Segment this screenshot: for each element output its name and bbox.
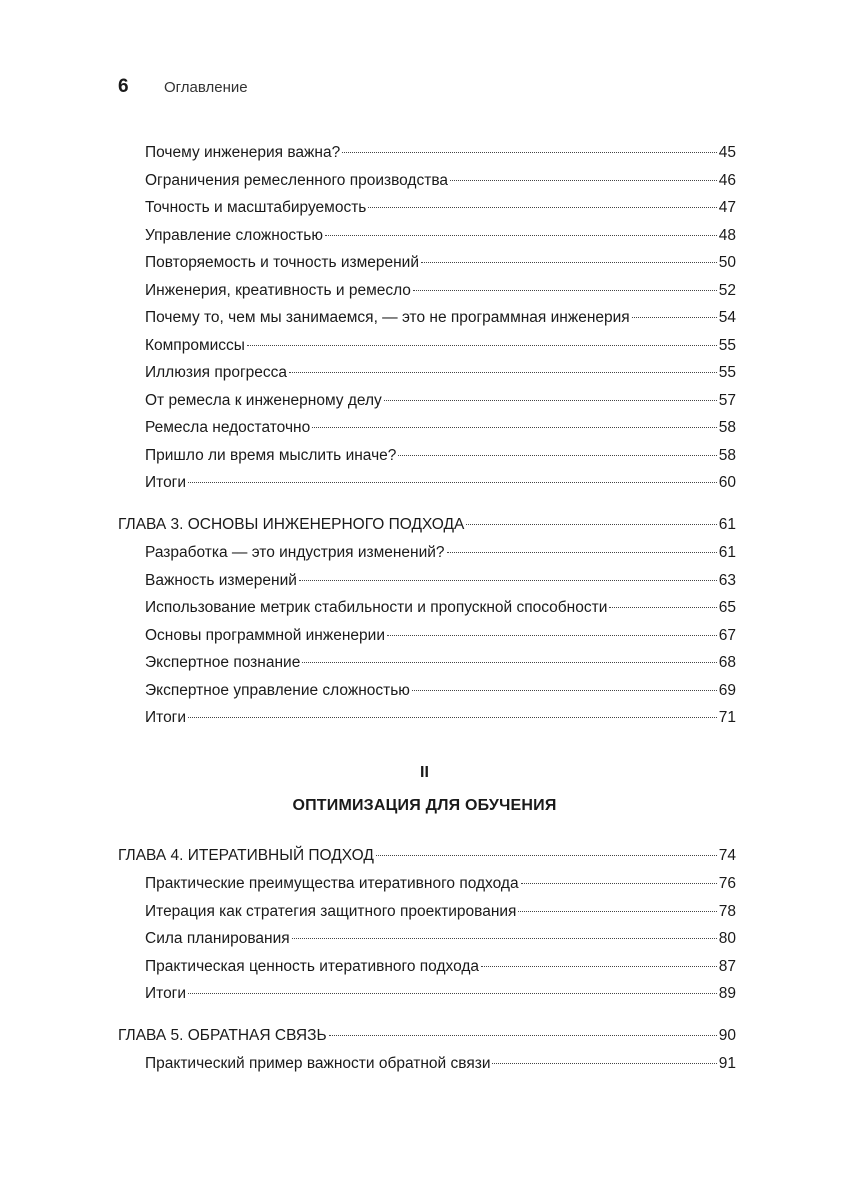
toc-entry[interactable] (145, 653, 736, 673)
dot-leader (387, 635, 717, 636)
dot-leader (188, 993, 717, 994)
dot-leader (325, 235, 717, 236)
toc-entry[interactable] (145, 929, 736, 949)
dot-leader (412, 690, 717, 691)
dot-leader (376, 855, 717, 856)
toc-chapter-title: ГЛАВА 4. ИТЕРАТИВНЫЙ ПОДХОД (118, 847, 374, 864)
toc-entry[interactable] (145, 681, 736, 701)
toc-entry-page: 54 (718, 309, 736, 326)
toc-entry-title: Пришло ли время мыслить иначе? (145, 447, 397, 464)
toc-chapter-page: 74 (718, 847, 736, 864)
toc-entry[interactable] (145, 598, 736, 618)
toc-chapter-page: 61 (718, 516, 736, 533)
toc-chapter-page: 90 (718, 1027, 736, 1044)
dot-leader (368, 207, 716, 208)
dot-leader (188, 717, 717, 718)
toc-entry-page: 52 (718, 282, 736, 299)
toc-entry[interactable] (145, 874, 736, 894)
toc-entry-title: Экспертное познание (145, 654, 301, 671)
toc-entry-page: 45 (718, 144, 736, 161)
toc-entry[interactable] (145, 198, 736, 218)
toc-entry-title: Иллюзия прогресса (145, 364, 287, 381)
dot-leader (292, 938, 717, 939)
toc-entry[interactable] (145, 626, 736, 646)
toc-entry[interactable] (145, 418, 736, 438)
toc-entry-page: 50 (718, 254, 736, 271)
toc-entry[interactable] (145, 143, 736, 163)
toc-entry[interactable] (145, 336, 736, 356)
toc-entry-title: Управление сложностью (145, 227, 323, 244)
toc-entry-title: Практическая ценность итеративного подхода (145, 958, 480, 975)
dot-leader (302, 662, 716, 663)
toc-entry-page: 46 (718, 172, 736, 189)
toc-entry-page: 60 (718, 474, 736, 491)
toc-entry-title: Использование метрик стабильности и пропускной способности (145, 599, 608, 616)
dot-leader (492, 1063, 716, 1064)
toc-entry-title: Ограничения ремесленного производства (145, 172, 449, 189)
toc-entry-page: 68 (718, 654, 736, 671)
dot-leader (521, 883, 717, 884)
dot-leader (450, 180, 717, 181)
toc-entry-title: Почему то, чем мы занимаемся, — это не программная инженерия (145, 309, 630, 326)
toc-entry-title: Важность измерений (145, 572, 297, 589)
dot-leader (398, 455, 716, 456)
dot-leader (447, 552, 717, 553)
toc-entry-page: 48 (718, 227, 736, 244)
toc-entry[interactable] (145, 363, 736, 383)
toc-entry-title: Практические преимущества итеративного подхода (145, 875, 519, 892)
toc-entry-title: Итоги (145, 985, 186, 1002)
toc-entry-page: 63 (718, 572, 736, 589)
page-header (118, 76, 248, 98)
toc-entry[interactable] (145, 226, 736, 246)
toc-entry-page: 87 (718, 958, 736, 975)
dot-leader (421, 262, 717, 263)
toc-entry-title: Компромиссы (145, 337, 245, 354)
dot-leader (413, 290, 717, 291)
toc-entry-title: Итоги (145, 474, 186, 491)
toc-entry[interactable] (145, 984, 736, 1004)
toc-chapter-title: ГЛАВА 5. ОБРАТНАЯ СВЯЗЬ (118, 1027, 327, 1044)
toc-entry[interactable] (145, 281, 736, 301)
toc-entry-title: Основы программной инженерии (145, 627, 385, 644)
toc-entry-page: 55 (718, 364, 736, 381)
toc-entry[interactable] (145, 708, 736, 728)
toc-entry[interactable] (145, 253, 736, 273)
toc-entry[interactable] (145, 473, 736, 493)
dot-leader (632, 317, 717, 318)
dot-leader (342, 152, 717, 153)
toc-entry-page: 67 (718, 627, 736, 644)
toc-entry-page: 91 (718, 1055, 736, 1072)
toc-entry-title: Точность и масштабируемость (145, 199, 367, 216)
toc-entry-title: Разработка — это индустрия изменений? (145, 544, 445, 561)
toc-entry-page: 76 (718, 875, 736, 892)
toc-entry-title: Инженерия, креативность и ремесло (145, 282, 411, 299)
toc-entry-title: Ремесла недостаточно (145, 419, 311, 436)
toc-entry[interactable] (145, 1054, 736, 1074)
dot-leader (609, 607, 716, 608)
toc-entry-title: Итоги (145, 709, 186, 726)
toc-entry-page: 47 (718, 199, 736, 216)
dot-leader (299, 580, 717, 581)
toc-chapter-5[interactable] (118, 1026, 736, 1046)
dot-leader (247, 345, 717, 346)
toc-entry[interactable] (145, 902, 736, 922)
toc-chapter-4[interactable] (118, 846, 736, 866)
toc-entry-page: 71 (718, 709, 736, 726)
dot-leader (312, 427, 717, 428)
dot-leader (466, 524, 716, 525)
toc-entry-page: 58 (718, 447, 736, 464)
toc-entry-title: Экспертное управление сложностью (145, 682, 410, 699)
toc-chapter-3[interactable] (118, 515, 736, 535)
part-number: II (420, 764, 429, 781)
toc-entry-page: 69 (718, 682, 736, 699)
toc-entry-title: Итерация как стратегия защитного проектирования (145, 903, 517, 920)
dot-leader (289, 372, 717, 373)
toc-entry[interactable] (145, 446, 736, 466)
toc-entry-title: От ремесла к инженерному делу (145, 392, 382, 409)
toc-entry-page: 58 (718, 419, 736, 436)
part-title: ОПТИМИЗАЦИЯ ДЛЯ ОБУЧЕНИЯ (292, 797, 557, 814)
toc-entry-page: 55 (718, 337, 736, 354)
dot-leader (188, 482, 717, 483)
toc-entry-title: Повторяемость и точность измерений (145, 254, 419, 271)
toc-entry[interactable] (145, 391, 736, 411)
toc-entry-page: 78 (718, 903, 736, 920)
dot-leader (329, 1035, 717, 1036)
toc-entry[interactable] (145, 571, 736, 591)
running-title: Оглавление (164, 79, 248, 96)
dot-leader (481, 966, 717, 967)
toc-entry-page: 80 (718, 930, 736, 947)
toc-chapter-title: ГЛАВА 3. ОСНОВЫ ИНЖЕНЕРНОГО ПОДХОДА (118, 516, 465, 533)
toc-entry-page: 89 (718, 985, 736, 1002)
toc-entry[interactable] (145, 308, 736, 328)
toc-entry[interactable] (145, 171, 736, 191)
toc-entry-page: 61 (718, 544, 736, 561)
toc-entry-page: 65 (718, 599, 736, 616)
toc-entry[interactable] (145, 543, 736, 563)
toc-entry-title: Сила планирования (145, 930, 290, 947)
toc-entry-title: Практический пример важности обратной связи (145, 1055, 491, 1072)
toc-entry-page: 57 (718, 392, 736, 409)
dot-leader (518, 911, 716, 912)
dot-leader (384, 400, 717, 401)
page-number: 6 (118, 76, 129, 97)
toc-entry[interactable] (145, 957, 736, 977)
toc-entry-title: Почему инженерия важна? (145, 144, 341, 161)
